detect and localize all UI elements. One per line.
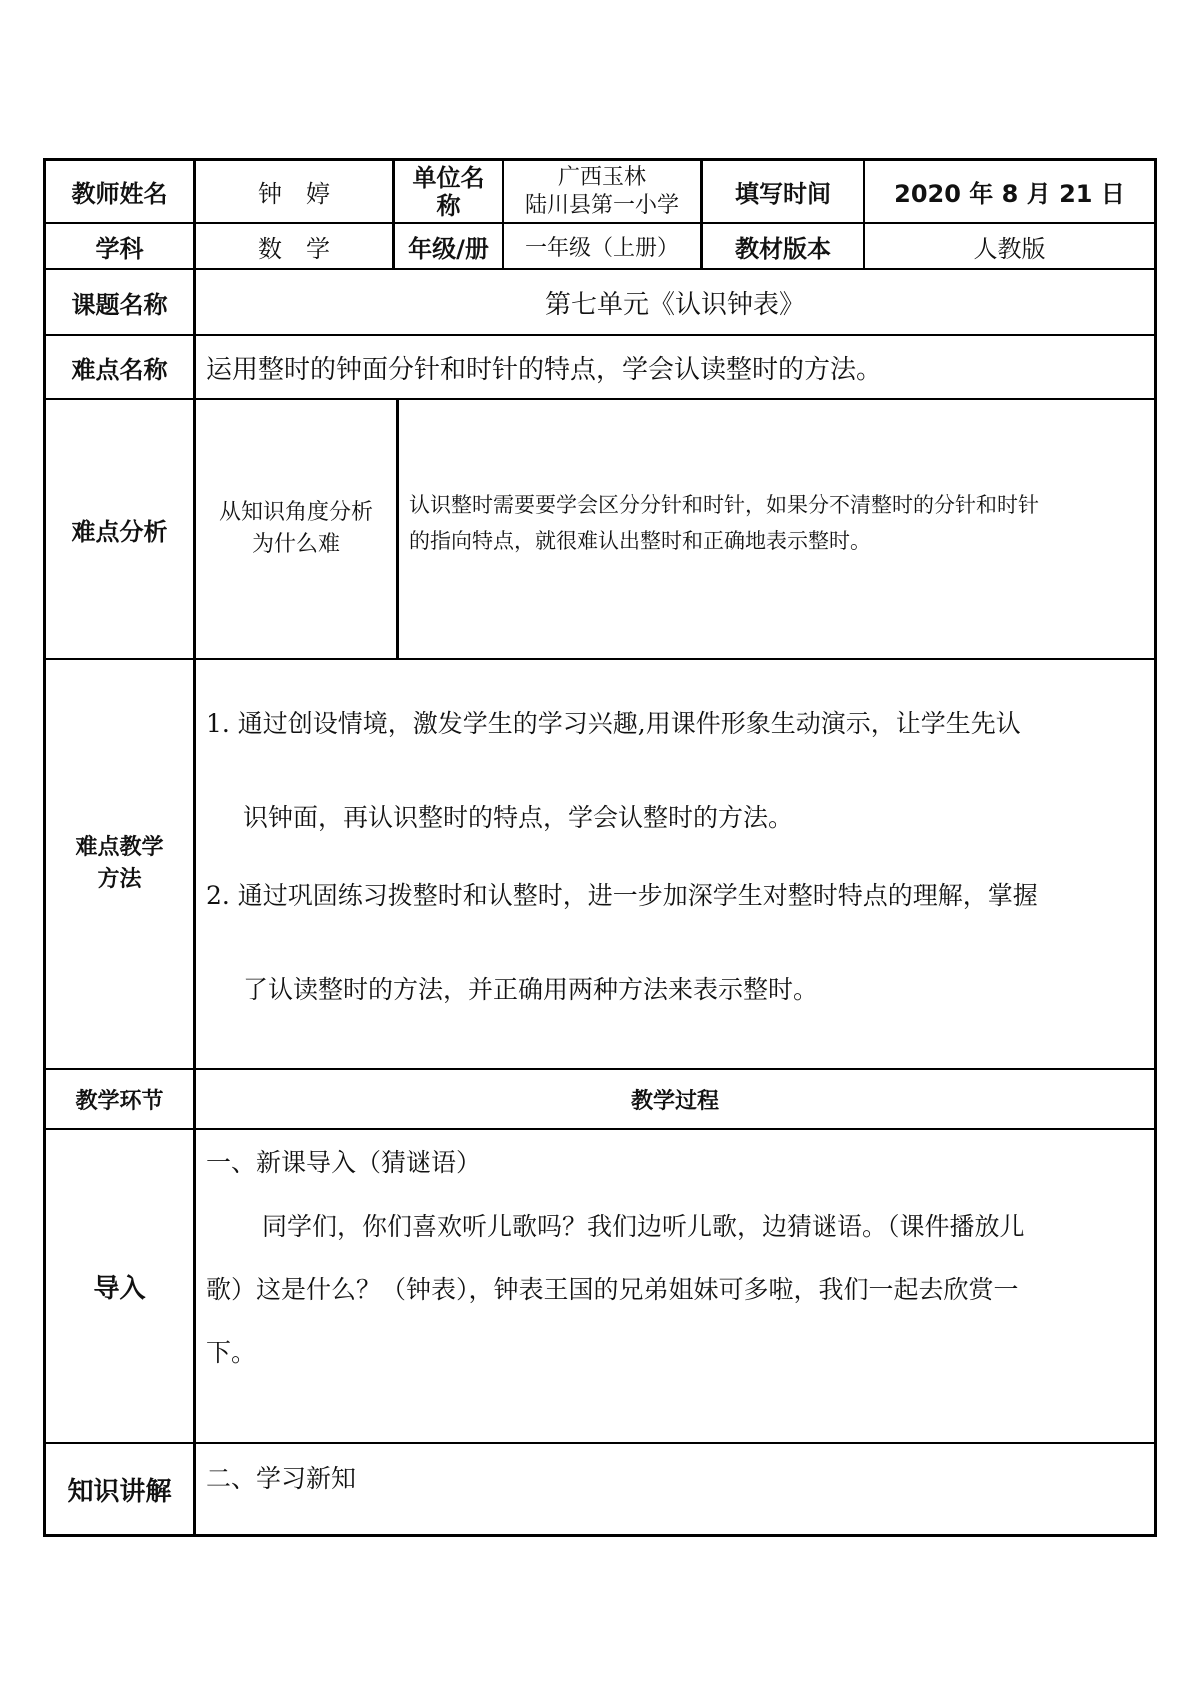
stage-header: 教学环节: [75, 1088, 164, 1114]
unit-name-label: [395, 161, 502, 222]
process-header: 教学过程: [630, 1088, 719, 1114]
method-label-line2: 方法: [97, 867, 142, 892]
analysis-sub-label: [196, 400, 396, 658]
subject-value: 数 学: [258, 234, 330, 263]
subject-label: 学科: [95, 234, 144, 263]
analysis-sub-label-line1: 从知识角度分析: [218, 500, 373, 525]
difficulty-label: 难点名称: [71, 355, 168, 384]
edition-label: 教材版本: [735, 234, 831, 263]
analysis-line-2: 的指向特点，就很难认出整时和正确地表示整时。: [409, 529, 871, 553]
analysis-line-1: 认识整时需要要学会区分分针和时针，如果分不清整时的分针和时针: [409, 493, 1039, 517]
intro-line-2: 同学们，你们喜欢听儿歌吗？我们边听儿歌，边猜谜语。（课件播放儿: [262, 1212, 1025, 1241]
method-item2-line1: 2. 通过巩固练习拨整时和认整时，进一步加深学生对整时特点的理解，掌握: [206, 881, 1038, 910]
knowledge-label: 知识讲解: [67, 1476, 172, 1507]
knowledge-line-1: 二、学习新知: [206, 1464, 357, 1493]
analysis-content: [409, 487, 1149, 559]
analysis-label: 难点分析: [71, 517, 168, 546]
unit-name-value: [504, 161, 700, 222]
edition-value: 人教版: [973, 234, 1046, 263]
unit-name-value-line1: 广西玉林: [557, 164, 646, 190]
topic-value: 第七单元《认识钟表》: [544, 289, 805, 320]
intro-line-3: 歌）这是什么？（钟表），钟表王国的兄弟姐妹可多啦，我们一起去欣赏一: [206, 1275, 1019, 1304]
method-item1-line1: 1. 通过创设情境，激发学生的学习兴趣,用课件形象生动演示，让学生先认: [206, 709, 1021, 738]
teacher-name-value: 钟 婷: [258, 180, 330, 208]
teacher-name-label: 教师姓名: [71, 180, 168, 208]
method-label: [46, 660, 193, 1068]
fill-date-value: 2020 年 8 月 21 日: [894, 180, 1125, 208]
difficulty-value: 运用整时的钟面分针和时针的特点，学会认读整时的方法。: [206, 354, 883, 385]
grade-label: 年级/册: [408, 234, 489, 263]
unit-name-label-line2: 称: [436, 191, 461, 220]
topic-label: 课题名称: [71, 290, 168, 319]
method-item1-line2: 识钟面，再认识整时的特点，学会认整时的方法。: [243, 803, 794, 832]
intro-label: 导入: [93, 1273, 146, 1304]
fill-date-label: 填写时间: [735, 180, 831, 208]
analysis-sub-label-line2: 为什么难: [251, 532, 340, 557]
unit-name-label-line1: 单位名: [412, 163, 485, 192]
intro-line-4: 下。: [206, 1338, 257, 1367]
intro-line-1: 一、新课导入（猜谜语）: [206, 1148, 482, 1177]
unit-name-value-line2: 陆川县第一小学: [524, 192, 679, 218]
method-item2-line2: 了认读整时的方法，并正确用两种方法来表示整时。: [243, 975, 819, 1004]
method-label-line1: 难点教学: [75, 835, 164, 860]
grade-value: 一年级（上册）: [524, 235, 679, 261]
